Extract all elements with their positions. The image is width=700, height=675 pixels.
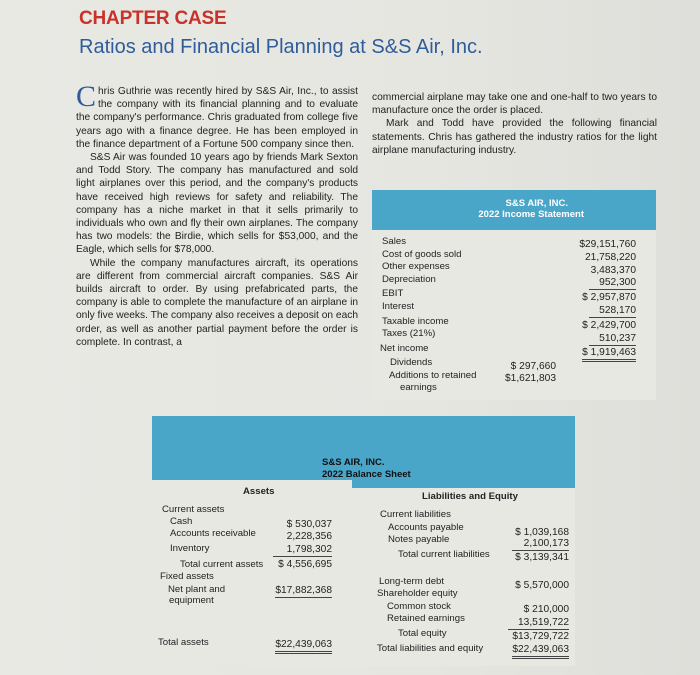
bs-inventory-value: 1,798,302 xyxy=(273,544,332,557)
bs-total-liabilities-value: $22,439,063 xyxy=(512,644,569,659)
bs-total-current-assets-value: $ 4,556,695 xyxy=(278,559,332,570)
bs-total-assets-label: Total assets xyxy=(158,637,209,648)
bs-fixed-assets-label: Fixed assets xyxy=(160,571,214,582)
bs-cash-label: Cash xyxy=(170,516,193,527)
balance-sheet-title-block xyxy=(322,457,411,481)
is-other-expenses-value: 3,483,370 xyxy=(590,265,636,276)
bs-retained-earnings-label: Retained earnings xyxy=(387,613,465,624)
bs-assets-heading: Assets xyxy=(243,486,275,497)
bs-liabilities-heading: Liabilities and Equity xyxy=(422,491,518,502)
is-interest-value: 528,170 xyxy=(589,305,636,318)
drop-cap: C xyxy=(76,80,97,113)
bs-total-liabilities-label: Total liabilities and equity xyxy=(377,643,484,654)
is-cogs-value: 21,758,220 xyxy=(585,252,636,263)
is-other-expenses-label: Other expenses xyxy=(382,261,450,272)
bs-ap-label: Accounts payable xyxy=(388,522,464,533)
is-ebit-label: EBIT xyxy=(382,288,404,299)
case-title: Ratios and Financial Planning at S&S Air, Inc. xyxy=(79,36,483,58)
bs-net-plant-label-2: equipment xyxy=(169,595,214,606)
is-cogs-label: Cost of goods sold xyxy=(382,249,462,260)
bs-shareholder-equity-label: Shareholder equity xyxy=(377,588,458,599)
bs-ar-label: Accounts receivable xyxy=(170,528,256,539)
bs-inventory-label: Inventory xyxy=(170,543,210,554)
bs-cash-value: $ 530,037 xyxy=(286,519,332,530)
right-column xyxy=(372,91,657,157)
is-net-income-label: Net income xyxy=(380,343,429,354)
bs-total-current-liabilities-label: Total current liabilities xyxy=(398,549,490,560)
bs-net-plant-value: $17,882,368 xyxy=(275,585,332,596)
bs-ltd-value: $ 5,570,000 xyxy=(515,580,569,591)
bs-ltd-label: Long-term debt xyxy=(379,576,445,587)
bs-total-equity-value: $13,729,722 xyxy=(512,631,569,642)
is-interest-label: Interest xyxy=(382,301,414,312)
paragraph-intro-text: hris Guthrie was recently hired by S&S Air, Inc., to assist the company with its financial planning and to evaluate the company's performance. Chris graduated from college five years ago with a finance degree. He has been employed in the finance department of a Fortune 500 company since then. xyxy=(76,86,358,150)
bs-current-liabilities-label: Current liabilities xyxy=(380,509,451,520)
balance-sheet-company: S&S AIR, INC. xyxy=(322,457,385,468)
is-sales-value: $29,151,760 xyxy=(579,239,636,250)
income-statement-title: 2022 Income Statement xyxy=(478,209,584,220)
bs-total-current-assets-label: Total current assets xyxy=(180,559,264,570)
is-ebit-value: $ 2,957,870 xyxy=(582,292,636,303)
bs-notes-label: Notes payable xyxy=(388,534,450,545)
is-sales-label: Sales xyxy=(382,236,406,247)
income-statement-header xyxy=(372,190,656,230)
bs-net-plant-label-1: Net plant and xyxy=(168,584,226,595)
paragraph-operations: While the company manufactures aircraft, its operations are different from commercial aircraft companies. S&S Air builds aircraft to order. By using prefabricated parts, the company is able to complete the manufacture of an airplane in only five weeks. The company also receives a deposit on each order, as well as another partial payment before the order is complete. In contrast, a xyxy=(76,257,358,348)
paragraph-statements: Mark and Todd have provided the following financial statements. Chris has gathered the industry ratios for the light airplane manufacturing industry. xyxy=(372,118,657,156)
paragraph-intro xyxy=(76,80,358,151)
chapter-label: CHAPTER CASE xyxy=(79,8,227,29)
income-statement-company: S&S AIR, INC. xyxy=(505,198,568,209)
income-statement xyxy=(372,230,656,400)
is-retained-label-2: earnings xyxy=(400,382,437,393)
bs-notes-value: 2,100,173 xyxy=(512,538,569,551)
paragraph-commercial: commercial airplane may take one and one-half to two years to manufacture once the order is placed. xyxy=(372,92,657,117)
is-dividends-value: $ 297,660 xyxy=(510,361,556,372)
bs-common-stock-value: $ 210,000 xyxy=(523,604,569,615)
is-taxable-income-value: $ 2,429,700 xyxy=(582,320,636,331)
paragraph-founding: S&S Air was founded 10 years ago by friends Mark Sexton and Todd Story. The company has manufactured and sold light airplanes over this period, and the company's products have received high reviews for safety and reliability. The company has a niche market in that it sells primarily to individuals who own and fly their own airplanes. The company has two models: the Birdie, which sells for $53,000, and the Eagle, which sells for $78,000. xyxy=(76,152,358,256)
is-depreciation-value: 952,300 xyxy=(589,277,636,290)
is-taxes-value: 510,237 xyxy=(589,333,636,346)
balance-sheet-title: 2022 Balance Sheet xyxy=(322,469,411,480)
bs-common-stock-label: Common stock xyxy=(387,601,451,612)
is-taxes-label: Taxes (21%) xyxy=(382,328,436,339)
bs-total-equity-label: Total equity xyxy=(398,628,447,639)
is-net-income-value: $ 1,919,463 xyxy=(582,347,636,362)
is-dividends-label: Dividends xyxy=(390,357,433,368)
left-column xyxy=(76,80,358,349)
bs-current-assets-label: Current assets xyxy=(162,504,225,515)
bs-total-assets-value: $22,439,063 xyxy=(275,639,332,654)
bs-retained-earnings-value: 13,519,722 xyxy=(508,617,569,630)
balance-sheet xyxy=(152,488,575,666)
bs-total-current-liabilities-value: $ 3,139,341 xyxy=(515,552,569,563)
is-depreciation-label: Depreciation xyxy=(382,274,436,285)
bs-ar-value: 2,228,356 xyxy=(286,531,332,542)
bs-ap-value: $ 1,039,168 xyxy=(515,527,569,538)
is-taxable-income-label: Taxable income xyxy=(382,316,449,327)
is-retained-value: $1,621,803 xyxy=(505,373,556,384)
is-retained-label-1: Additions to retained xyxy=(389,370,477,381)
